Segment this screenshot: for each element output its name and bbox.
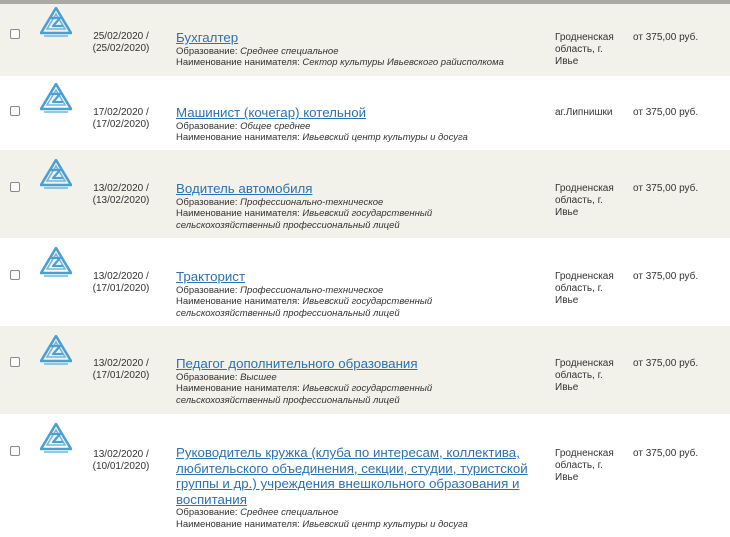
vacancy-date xyxy=(78,449,164,473)
vacancy-salary: от 375,00 руб. xyxy=(633,271,699,282)
vacancy-title-link[interactable]: Бухгалтер xyxy=(176,30,239,45)
location-line: Гродненская xyxy=(555,271,614,282)
location-line: область, г. xyxy=(555,370,603,381)
vacancy-info xyxy=(176,105,546,144)
education-value: Профессионально-техническое xyxy=(240,284,384,296)
vacancy-location xyxy=(555,448,635,484)
vacancy-row xyxy=(0,76,730,150)
employer-label: Наименование нанимателя: xyxy=(176,296,300,307)
vacancy-info xyxy=(176,356,546,406)
vacancy-location xyxy=(555,107,635,119)
posted-date: 13/02/2020 / xyxy=(93,271,149,282)
vacancy-info xyxy=(176,181,546,231)
posted-date: 13/02/2020 / xyxy=(93,449,149,460)
vacancy-title-link[interactable]: Педагог дополнительного образования xyxy=(176,356,418,371)
education-value: Среднее специальное xyxy=(240,45,339,57)
vacancy-checkbox[interactable] xyxy=(10,182,20,192)
location-line: Ивье xyxy=(555,472,579,483)
vacancy-location xyxy=(555,358,635,394)
employer-line xyxy=(176,519,546,531)
employer-line xyxy=(176,132,546,144)
vacancy-title-link[interactable]: Водитель автомобиля xyxy=(176,181,313,196)
employer-value: Ивьевский государственный xyxy=(302,208,433,219)
location-line: Ивье xyxy=(555,382,579,393)
education-label: Образование: xyxy=(176,196,238,208)
employer-value: Сектор культуры Ивьевского райисполкома xyxy=(302,57,504,68)
employer-label: Наименование нанимателя: xyxy=(176,518,300,530)
posted-date: 17/02/2020 / xyxy=(93,107,149,118)
employment-service-logo-icon xyxy=(40,423,72,453)
vacancy-date xyxy=(78,31,164,55)
vacancy-salary: от 375,00 руб. xyxy=(633,32,699,43)
employer-value: сельскохозяйственный профессиональный лицей xyxy=(176,219,400,231)
education-value: Среднее специальное xyxy=(240,507,339,518)
education-value: Профессионально-техническое xyxy=(240,196,384,208)
employer-line-continued xyxy=(176,220,546,232)
vacancy-checkbox[interactable] xyxy=(10,446,20,456)
employer-label: Наименование нанимателя: xyxy=(176,132,300,143)
location-line: Гродненская xyxy=(555,32,614,43)
posted-date: 13/02/2020 / xyxy=(93,183,149,194)
vacancy-title-link[interactable]: Руководитель кружка (клуба по интересам, коллектива, любительского объединения, секции, студии, туристской группы и др.) учреждения внешкольного образования и воспитания xyxy=(176,445,528,507)
original-date: (10/01/2020) xyxy=(92,461,150,472)
location-line: область, г. xyxy=(555,44,603,55)
vacancy-info xyxy=(176,269,546,319)
employer-label: Наименование нанимателя: xyxy=(176,208,300,219)
employer-line-continued xyxy=(176,308,546,320)
location-line: область, г. xyxy=(555,195,603,206)
employment-service-logo-icon xyxy=(40,83,72,113)
employment-service-logo-icon xyxy=(40,7,72,37)
vacancy-row xyxy=(0,414,730,537)
location-line: Ивье xyxy=(555,295,579,306)
location-line: Гродненская xyxy=(555,358,614,369)
vacancy-row xyxy=(0,238,730,326)
employer-value: Ивьевский центр культуры и досуга xyxy=(302,132,468,143)
employer-line xyxy=(176,296,546,308)
vacancy-checkbox[interactable] xyxy=(10,106,20,116)
vacancy-location xyxy=(555,271,635,307)
employment-service-logo-icon xyxy=(40,335,72,365)
employer-line xyxy=(176,383,546,395)
education-line xyxy=(176,285,546,297)
vacancy-checkbox[interactable] xyxy=(10,29,20,39)
employer-value: сельскохозяйственный профессиональный лицей xyxy=(176,394,400,406)
employer-value: Ивьевский центр культуры и досуга xyxy=(302,518,468,530)
vacancy-date xyxy=(78,358,164,382)
posted-date: 13/02/2020 / xyxy=(93,358,149,369)
employer-value: сельскохозяйственный профессиональный лицей xyxy=(176,307,400,319)
employment-service-logo-icon xyxy=(40,247,72,277)
education-label: Образование: xyxy=(176,371,238,383)
location-line: Гродненская xyxy=(555,183,614,194)
education-line xyxy=(176,372,546,384)
vacancy-row xyxy=(0,150,730,238)
employer-line xyxy=(176,208,546,220)
education-line xyxy=(176,121,546,133)
vacancy-info xyxy=(176,445,546,530)
employer-line-continued xyxy=(176,395,546,407)
education-label: Образование: xyxy=(176,120,238,132)
vacancy-salary: от 375,00 руб. xyxy=(633,107,699,118)
employer-label: Наименование нанимателя: xyxy=(176,57,300,68)
vacancy-checkbox[interactable] xyxy=(10,270,20,280)
employer-value: Ивьевский государственный xyxy=(302,383,433,394)
vacancy-location xyxy=(555,183,635,219)
education-label: Образование: xyxy=(176,45,238,57)
education-label: Образование: xyxy=(176,507,238,518)
vacancy-date xyxy=(78,183,164,207)
location-line: аг.Липнишки xyxy=(555,107,613,118)
vacancy-row xyxy=(0,326,730,414)
vacancy-salary: от 375,00 руб. xyxy=(633,448,699,459)
location-line: Гродненская xyxy=(555,448,614,459)
vacancy-date xyxy=(78,107,164,131)
vacancy-title-link[interactable]: Тракторист xyxy=(176,269,246,284)
employer-value: Ивьевский государственный xyxy=(302,296,433,307)
vacancy-location xyxy=(555,32,635,68)
education-line xyxy=(176,46,546,58)
location-line: Ивье xyxy=(555,207,579,218)
vacancy-checkbox[interactable] xyxy=(10,357,20,367)
vacancy-title-link[interactable]: Машинист (кочегар) котельной xyxy=(176,105,367,120)
original-date: (17/01/2020) xyxy=(92,283,150,294)
education-value: Общее среднее xyxy=(240,120,311,132)
education-value: Высшее xyxy=(240,371,277,383)
employment-service-logo-icon xyxy=(40,159,72,189)
vacancy-date xyxy=(78,271,164,295)
original-date: (17/02/2020) xyxy=(92,119,150,130)
original-date: (17/01/2020) xyxy=(92,370,150,381)
original-date: (25/02/2020) xyxy=(92,43,150,54)
education-line xyxy=(176,507,546,519)
vacancy-row xyxy=(0,4,730,76)
location-line: область, г. xyxy=(555,460,603,471)
location-line: Ивье xyxy=(555,56,579,67)
education-label: Образование: xyxy=(176,284,238,296)
original-date: (13/02/2020) xyxy=(92,195,150,206)
vacancy-info xyxy=(176,30,546,69)
education-line xyxy=(176,197,546,209)
vacancy-salary: от 375,00 руб. xyxy=(633,358,699,369)
posted-date: 25/02/2020 / xyxy=(93,31,149,42)
vacancy-salary: от 375,00 руб. xyxy=(633,183,699,194)
location-line: область, г. xyxy=(555,283,603,294)
employer-line xyxy=(176,57,546,69)
employer-label: Наименование нанимателя: xyxy=(176,383,300,394)
